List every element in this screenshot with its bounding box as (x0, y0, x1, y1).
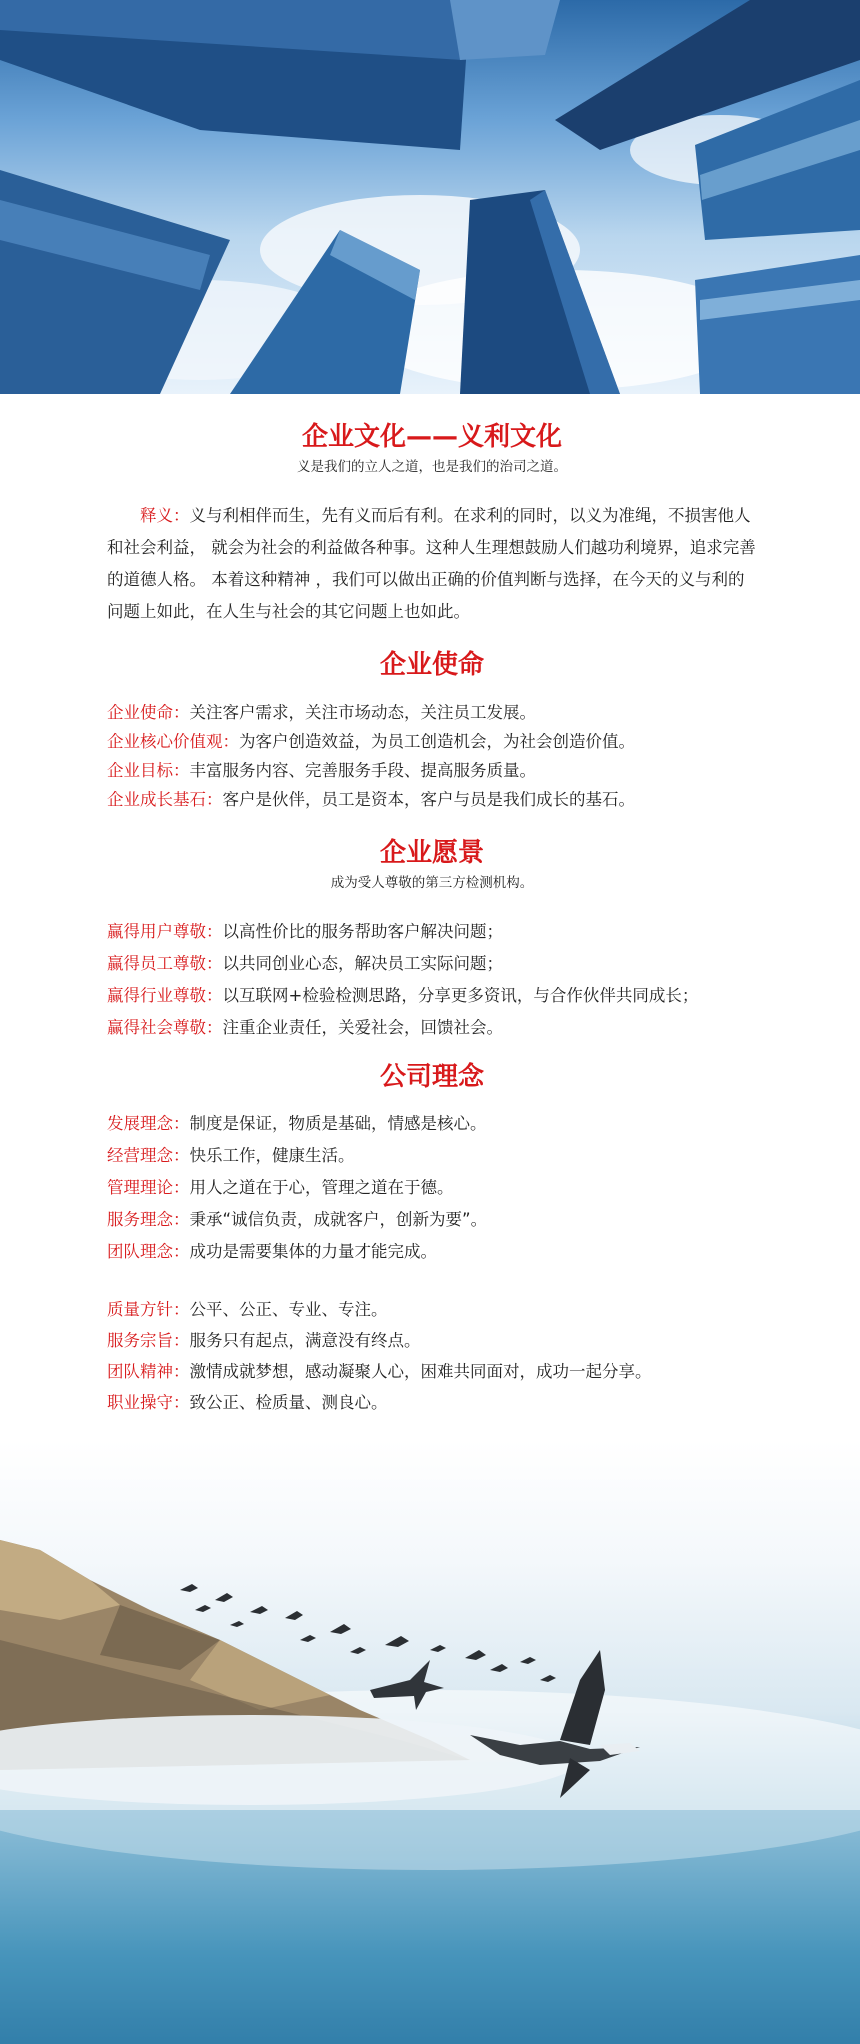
culture-label: 释义： (140, 506, 190, 525)
philosophy-item (107, 1172, 757, 1204)
hero-skyscrapers-image (0, 0, 860, 394)
philosophy-text: 用人之道在于心，管理之道在于德。 (189, 1178, 454, 1197)
philosophy-item (107, 1108, 757, 1140)
philosophy-item (107, 1204, 757, 1236)
principle-text: 服务只有起点，满意没有终点。 (189, 1331, 421, 1350)
culture-title: 企业文化——义利文化 (301, 422, 562, 452)
philosophy-text: 成功是需要集体的力量才能完成。 (189, 1242, 437, 1261)
principle-item (107, 1356, 757, 1387)
mission-label: 企业成长基石： (107, 790, 223, 809)
vision-item (107, 980, 757, 1012)
philosophy-text: 制度是保证，物质是基础，情感是核心。 (189, 1114, 487, 1133)
vision-subtitle: 成为受人尊敬的第三方检测机构。 (330, 875, 534, 891)
principle-label: 质量方针： (107, 1300, 190, 1319)
mission-item (107, 698, 757, 727)
footer-geese-sea-image (0, 1440, 860, 2044)
mission-text: 为客户创造效益，为员工创造机会，为社会创造价值。 (239, 732, 635, 751)
mission-title: 企业使命 (379, 650, 484, 680)
mission-label: 企业目标： (107, 761, 190, 780)
principle-text: 致公正、检质量、测良心。 (189, 1393, 388, 1412)
philosophy-list (107, 1108, 757, 1268)
culture-text: 义与利相伴而生，先有义而后有利。在求利的同时，以义为准绳，不损害他人和社会利益， 就会为社会的利益做各种事。这种人生理想鼓励人们越功利境界，追求完善的道德人格。 本着这种精神 ，我们可以做出正确的价值判断与选择，在今天的义与利的问题上如此，在人生与社会的其它问题上也如此。 (107, 506, 756, 621)
principles-list (107, 1294, 757, 1418)
vision-label: 赢得行业尊敬： (107, 986, 223, 1005)
philosophy-label: 经营理念： (107, 1146, 190, 1165)
vision-item (107, 1012, 757, 1044)
vision-text: 以共同创业心态，解决员工实际问题； (222, 954, 503, 973)
mission-item (107, 785, 757, 814)
philosophy-label: 管理理论： (107, 1178, 190, 1197)
skyscrapers-illustration (0, 0, 860, 394)
philosophy-label: 发展理念： (107, 1114, 190, 1133)
mission-label: 企业使命： (107, 703, 190, 722)
vision-label: 赢得员工尊敬： (107, 954, 223, 973)
mission-text: 关注客户需求，关注市场动态，关注员工发展。 (189, 703, 536, 722)
vision-label: 赢得用户尊敬： (107, 922, 223, 941)
culture-paragraph (107, 500, 757, 628)
vision-text: 以互联网+检验检测思路，分享更多资讯，与合作伙伴共同成长； (222, 986, 699, 1005)
philosophy-label: 服务理念： (107, 1210, 190, 1229)
culture-subtitle: 义是我们的立人之道，也是我们的治司之道。 (297, 459, 567, 475)
vision-list (107, 916, 757, 1044)
philosophy-title: 公司理念 (379, 1062, 484, 1092)
philosophy-item (107, 1140, 757, 1172)
mission-list (107, 698, 757, 814)
principle-item (107, 1294, 757, 1325)
principle-text: 激情成就梦想，感动凝聚人心，困难共同面对，成功一起分享。 (189, 1362, 652, 1381)
principle-label: 团队精神： (107, 1362, 190, 1381)
vision-item (107, 916, 757, 948)
vision-label: 赢得社会尊敬： (107, 1018, 223, 1037)
principle-label: 职业操守： (107, 1393, 190, 1412)
philosophy-text: 秉承“诚信负责，成就客户，创新为要”。 (189, 1210, 488, 1229)
content-area (107, 420, 757, 1418)
geese-mountain-illustration (0, 1440, 860, 2044)
principle-item (107, 1387, 757, 1418)
mission-item (107, 756, 757, 785)
philosophy-text: 快乐工作，健康生活。 (189, 1146, 355, 1165)
principle-item (107, 1325, 757, 1356)
philosophy-label: 团队理念： (107, 1242, 190, 1261)
philosophy-item (107, 1236, 757, 1268)
principle-text: 公平、公正、专业、专注。 (189, 1300, 388, 1319)
vision-text: 以高性价比的服务帮助客户解决问题； (222, 922, 503, 941)
mission-label: 企业核心价值观： (107, 732, 239, 751)
mission-item (107, 727, 757, 756)
vision-title: 企业愿景 (379, 838, 484, 868)
mission-text: 丰富服务内容、完善服务手段、提高服务质量。 (189, 761, 536, 780)
vision-text: 注重企业责任，关爱社会，回馈社会。 (222, 1018, 503, 1037)
mission-text: 客户是伙伴，员工是资本，客户与员是我们成长的基石。 (222, 790, 635, 809)
vision-item (107, 948, 757, 980)
principle-label: 服务宗旨： (107, 1331, 190, 1350)
